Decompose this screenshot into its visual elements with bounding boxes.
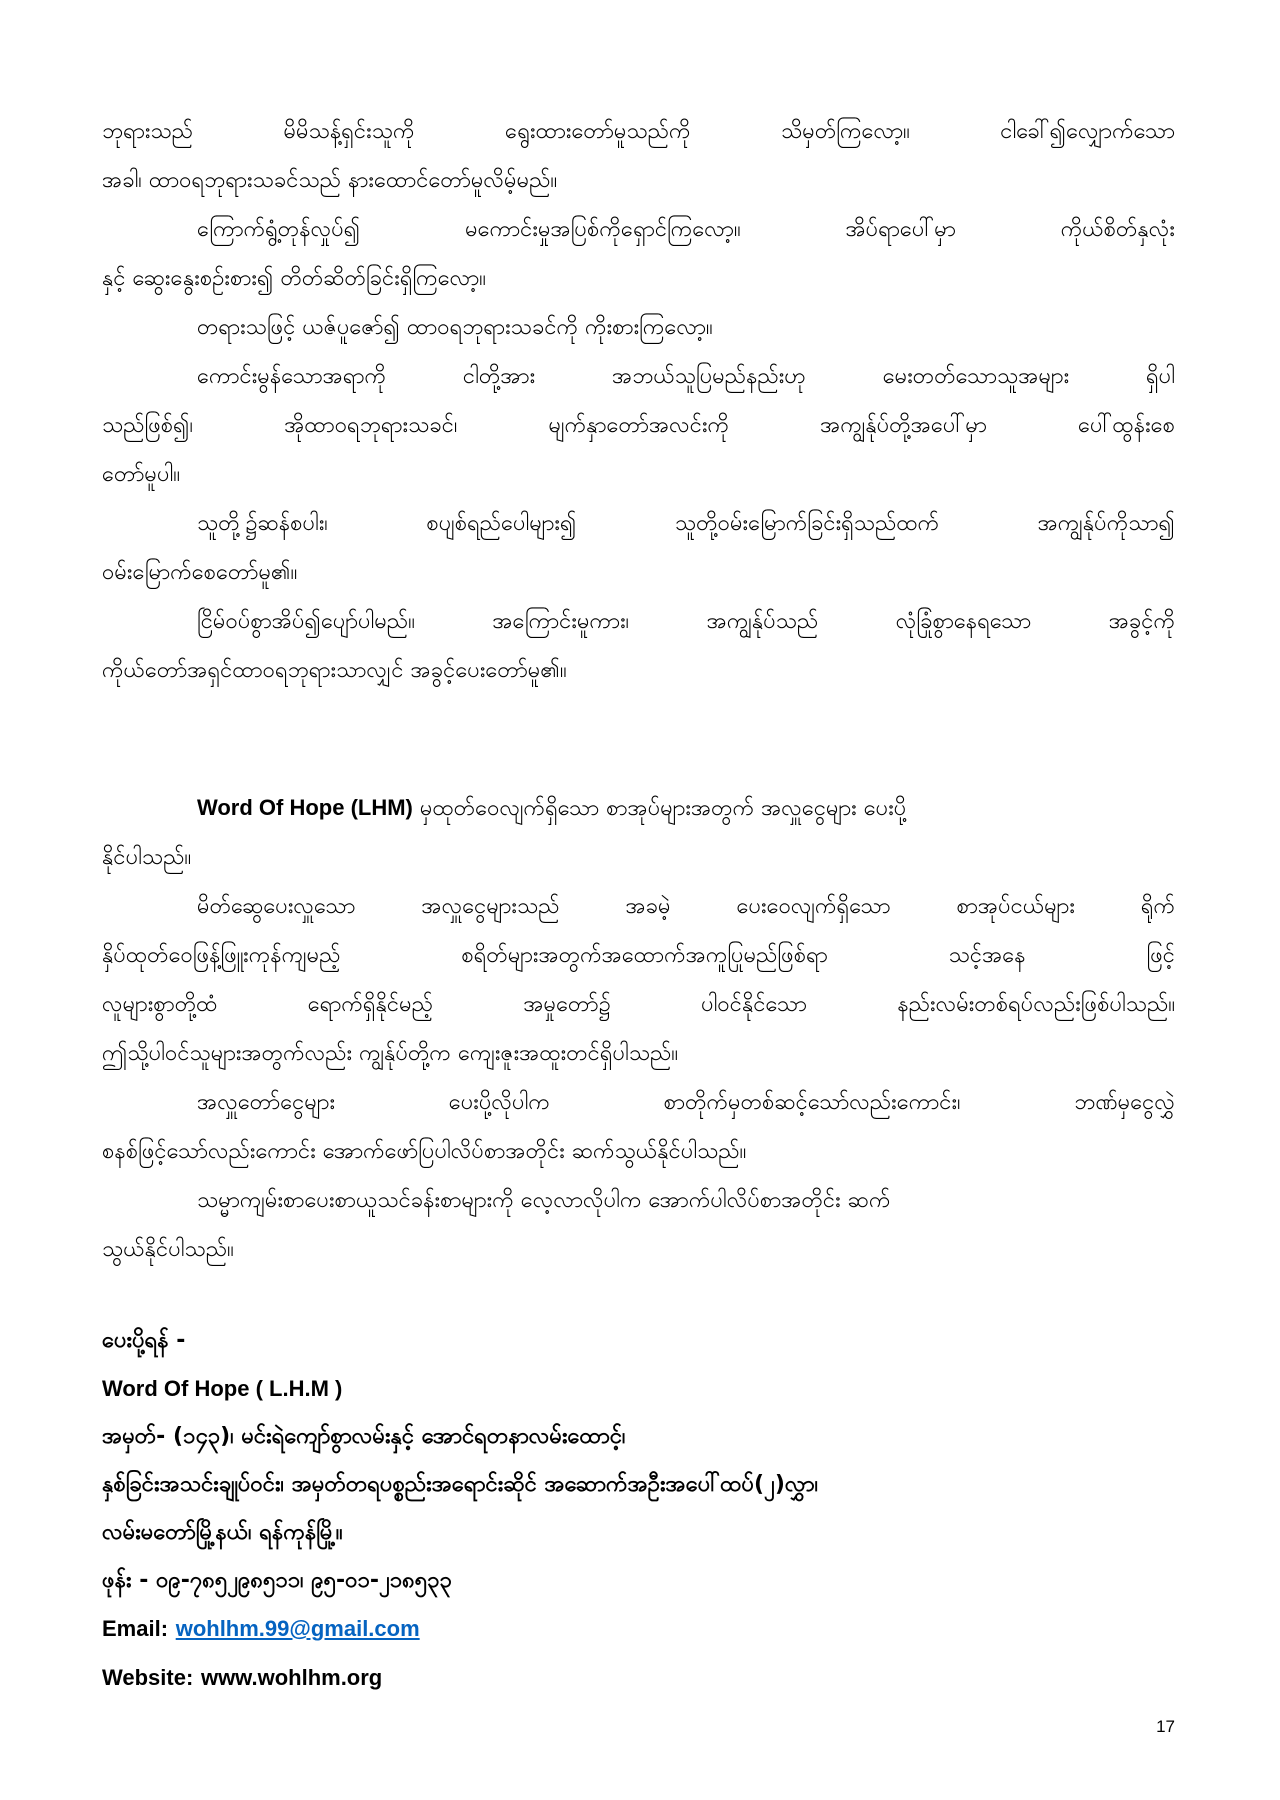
text-line: အခါ၊ ထာဝရဘုရားသခင်သည် နားထောင်တော်မူလိမ့်မည်။ [102,168,558,193]
email-label: Email: [102,1616,169,1641]
paragraph [102,205,1175,303]
text-line: ဤသို့ပါဝင်သူများအတွက်လည်း ကျွန်ုပ်တို့က ကျေးဇူးအထူးတင်ရှိပါသည်။ [102,1041,679,1066]
paragraph [102,107,1175,205]
paragraph [102,783,1175,882]
text-line: ဘုရားသည် မိမိသန့်ရှင်းသူကို ရွေးထားတော်မူသည်ကို သိမှတ်ကြလော့။ ငါခေါ်၍လျှောက်သော [102,119,1175,144]
address-line: နှစ်ခြင်းအသင်းချုပ်ဝင်း၊ အမှတ်တရပစ္စည်းအရောင်းဆိုင် အဆောက်အဦးအပေါ်ထပ်(၂)လွှာ၊ [102,1472,819,1497]
text-line: သွယ်နိုင်ပါသည်။ [102,1237,234,1262]
phone-line: ဖုန်း - ၀၉-၇၈၅၂၉၈၅၁၁၊ ၉၅-၀၁-၂၁၈၅၃၃ [102,1568,452,1593]
text-line: တော်မူပါ။ [102,462,180,487]
text-line: ကောင်းမွန်သောအရာကို ငါတို့အား အဘယ်သူပြမည်နည်းဟု မေးတတ်သောသူအများ ရှိပါ [197,364,1175,389]
text-line: ကိုယ်တော်အရှင်ထာဝရဘုရားသာလျှင် အခွင့်ပေးတော်မူ၏။ [102,658,567,683]
text-line: မိတ်ဆွေပေးလှူသော အလှူငွေများသည် အခမဲ့ ပေးဝေလျက်ရှိသော စာအုပ်ငယ်များ ရိုက် [197,894,1175,919]
page-number: 17 [1156,1717,1175,1736]
address-line: လမ်းမတော်မြို့နယ်၊ ရန်ကုန်မြို့။ [102,1520,343,1545]
text-line [102,783,1175,833]
donation-section [102,783,1175,1274]
paragraph [102,1078,1175,1176]
address-line: အမှတ်- (၁၄၃)၊ မင်းရဲကျော်စွာလမ်းနှင့် အောင်ရတနာလမ်းထောင့်၊ [102,1424,626,1449]
text-line: သည်ဖြစ်၍၊ အိုထာဝရဘုရားသခင်၊ မျက်နှာတော်အလင်းကို အကျွန်ုပ်တို့အပေါ်မှာ ပေါ်ထွန်းစေ [102,413,1175,438]
text-line: တရားသဖြင့် ယဇ်ပူဇော်၍ ထာဝရဘုရားသခင်ကို ကိုးစားကြလော့။ [197,315,713,340]
text-line: ကြောက်ရွံ့တုန်လှုပ်၍ မကောင်းမှုအပြစ်ကိုရှောင်ကြလော့။ အိပ်ရာပေါ်မှာ ကိုယ်စိတ်နှလုံး [197,217,1175,242]
paragraph [102,352,1175,499]
text-line: ဝမ်းမြောက်စေတော်မူ၏။ [102,560,298,585]
text-line: အလှူတော်ငွေများ ပေးပို့လိုပါက စာတိုက်မှတစ်ဆင့်သော်လည်းကောင်း၊ ဘဏ်မှငွေလွှဲ [197,1090,1175,1115]
address-heading: ပေးပို့ရန် - [102,1328,186,1353]
text-line: နှိပ်ထုတ်ဝေဖြန့်ဖြူးကုန်ကျမည့် စရိတ်များအတွက်အထောက်အကူပြုမည်ဖြစ်ရာ သင့်အနေ ဖြင့် [102,943,1175,968]
website-label: Website: [102,1665,194,1690]
text-line: သူတို့၌ဆန်စပါး၊ စပျစ်ရည်ပေါများ၍ သူတို့ဝမ်းမြောက်ခြင်းရှိသည်ထက် အကျွန်ုပ်ကိုသာ၍ [197,511,1175,536]
text-line: စနစ်ဖြင့်သော်လည်းကောင်း အောက်ဖော်ပြပါလိပ်စာအတိုင်း ဆက်သွယ်နိုင်ပါသည်။ [102,1139,747,1164]
text-line: နိုင်ပါသည်။ [102,845,192,870]
text-line: လူများစွာတို့ထံ ရောက်ရှိနိုင်မည့် အမှုတော်၌ ပါဝင်နိုင်သော နည်းလမ်းတစ်ရပ်လည်းဖြစ်ပါသည်။ [102,992,1175,1017]
email-link[interactable]: wohlhm.99@gmail.com [175,1616,420,1641]
org-name: Word Of Hope (LHM) [197,795,413,820]
website-line [102,1654,1175,1703]
paragraph [102,1176,1175,1274]
address-block [102,1317,1175,1703]
text-line: နှင့် ဆွေးနွေးစဉ်းစား၍ တိတ်ဆိတ်ခြင်းရှိကြလော့။ [102,266,486,291]
text-segment: မှထုတ်ဝေလျက်ရှိသော စာအုပ်များအတွက် အလှူငွေများ ပေးပို့ [419,796,907,821]
paragraph [102,303,1175,352]
address-org-name: Word Of Hope ( L.H.M ) [102,1376,343,1401]
email-line [102,1605,1175,1654]
paragraph [102,499,1175,597]
text-line: ငြိမ်ဝပ်စွာအိပ်၍ပျော်ပါမည်။ အကြောင်းမူကား၊ အကျွန်ုပ်သည် လုံခြုံစွာနေရသော အခွင့်ကို [197,609,1175,634]
paragraph [102,882,1175,1078]
scripture-section [102,107,1175,695]
text-line: သမ္မာကျမ်းစာပေးစာယူသင်ခန်းစာများကို လေ့လာလိုပါက အောက်ပါလိပ်စာအတိုင်း ဆက် [197,1188,891,1213]
website-text: www.wohlhm.org [200,1665,383,1690]
paragraph [102,597,1175,695]
